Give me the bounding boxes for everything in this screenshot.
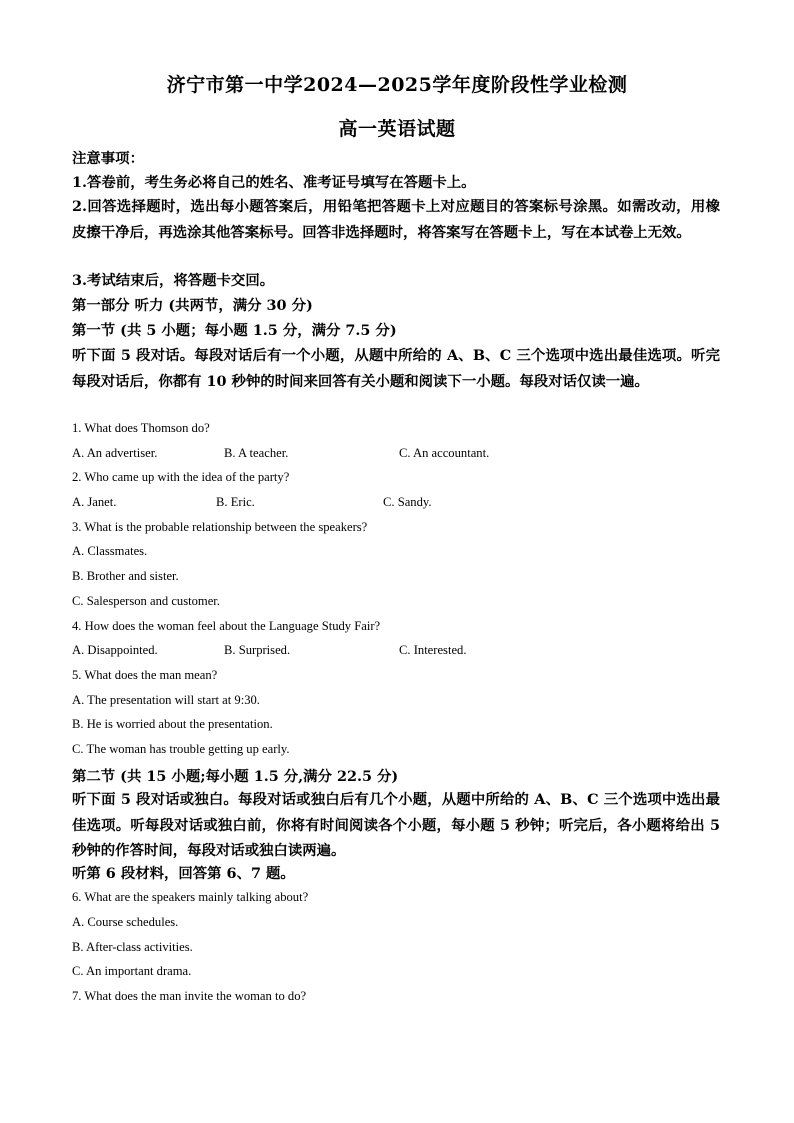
section1-instructions: 听下面 5 段对话。每段对话后有一个小题，从题中所给的 A、B、C 三个选项中选出最佳选项。听完每段对话后，你都有 10 秒钟的时间来回答有关小题和阅读下一小题。每段对话仅读一遍。 xyxy=(72,347,720,390)
question-stem: 5. What does the man mean? xyxy=(72,668,218,682)
note-item-3: 3.考试结束后，将答题卡交回。 xyxy=(72,272,275,289)
answer-option: A. The presentation will start at 9:30. xyxy=(72,693,260,707)
question-stem: 2. Who came up with the idea of the party? xyxy=(72,470,290,484)
question-stem: 4. How does the woman feel about the Language Study Fair? xyxy=(72,619,381,633)
note-item-2: 2.回答选择题时，选出每小题答案后，用铅笔把答题卡上对应题目的答案标号涂黑。如需改动，用橡皮擦干净后，再选涂其他答案标号。回答非选择题时，将答案写在答题卡上，写在本试卷上无效。 xyxy=(72,198,720,241)
section2-instructions: 听下面 5 段对话或独白。每段对话或独白后有几个小题，从题中所给的 A、B、C 三个选项中选出最佳选项。听每段对话或独白前，你将有时间阅读各个小题，每小题 5 秒钟；听完后，各小题将给出 5 秒钟的作答时间，每段对话或独白读两遍。 xyxy=(72,791,720,859)
section2-heading: 第二节 (共 15 小题;每小题 1.5 分,满分 22.5 分) xyxy=(72,768,399,785)
material-6-heading: 听第 6 段材料，回答第 6、7 题。 xyxy=(72,865,295,882)
notes-heading: 注意事项： xyxy=(72,150,144,167)
answer-option: A. An advertiser. xyxy=(72,446,158,460)
part1-heading: 第一部分 听力 (共两节，满分 30 分) xyxy=(72,297,313,314)
answer-option: A. Disappointed. xyxy=(72,643,158,657)
question-stem: 3. What is the probable relationship between the speakers? xyxy=(72,520,368,534)
note-item-1: 1.答卷前，考生务必将自己的姓名、准考证号填写在答题卡上。 xyxy=(72,174,476,191)
exam-title: 济宁市第一中学2024—2025学年度阶段性学业检测 xyxy=(166,74,628,96)
answer-option: A. Course schedules. xyxy=(72,915,179,929)
exam-subtitle: 高一英语试题 xyxy=(338,118,456,140)
question-stem: 1. What does Thomson do? xyxy=(72,421,210,435)
section1-heading: 第一节 (共 5 小题；每小题 1.5 分，满分 7.5 分) xyxy=(72,322,397,339)
answer-option: C. Sandy. xyxy=(383,495,432,509)
answer-option: C. An accountant. xyxy=(399,446,490,460)
answer-option: C. An important drama. xyxy=(72,964,192,978)
answer-option: B. Eric. xyxy=(216,495,255,509)
answer-option: B. Surprised. xyxy=(224,643,291,657)
answer-option: A. Janet. xyxy=(72,495,117,509)
answer-option: B. He is worried about the presentation. xyxy=(72,717,273,731)
answer-option: B. Brother and sister. xyxy=(72,569,179,583)
answer-option: B. A teacher. xyxy=(224,446,289,460)
answer-option: C. Interested. xyxy=(399,643,467,657)
question-stem: 7. What does the man invite the woman to do? xyxy=(72,989,307,1003)
answer-option: A. Classmates. xyxy=(72,544,148,558)
question-stem: 6. What are the speakers mainly talking about? xyxy=(72,890,309,904)
answer-option: C. The woman has trouble getting up early. xyxy=(72,742,290,756)
answer-option: C. Salesperson and customer. xyxy=(72,594,220,608)
answer-option: B. After-class activities. xyxy=(72,940,193,954)
